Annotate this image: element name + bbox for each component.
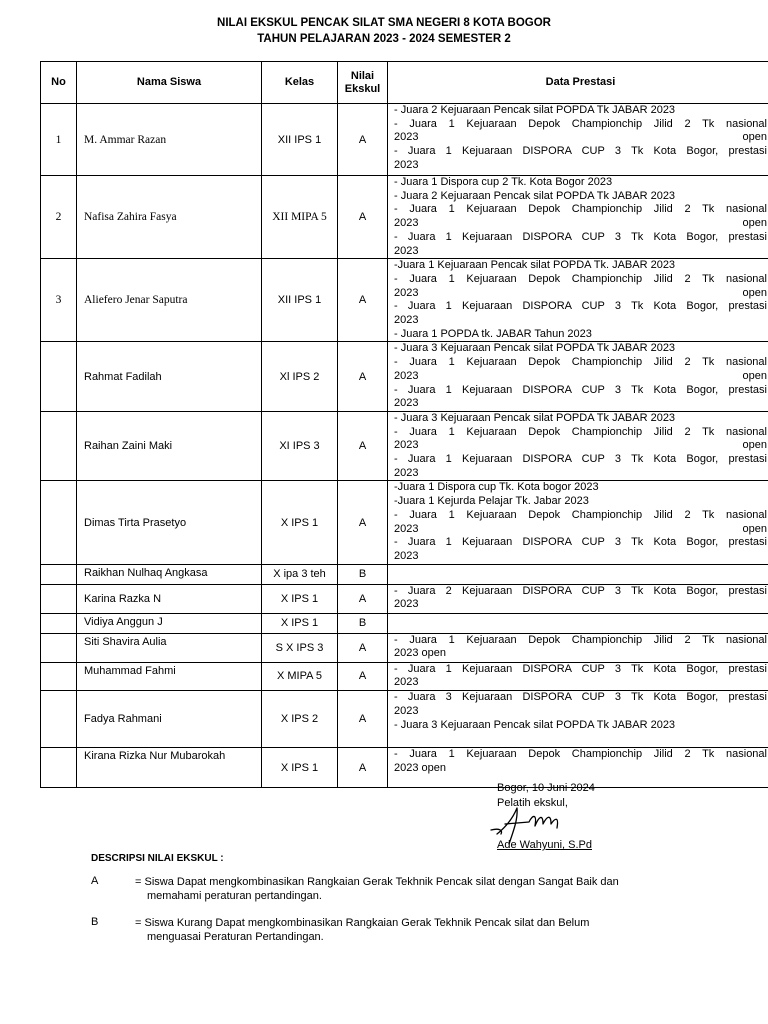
cell-data-prestasi	[388, 584, 768, 613]
cell-nama-siswa: Karina Razka N	[77, 584, 262, 613]
table-body	[41, 104, 768, 788]
cell-nama-siswa: Aliefero Jenar Saputra	[77, 259, 262, 342]
prestasi-line: 2023 open	[394, 131, 767, 144]
prestasi-line: - Juara 1 POPDA tk. JABAR Tahun 2023	[394, 327, 592, 340]
cell-data-prestasi	[388, 691, 768, 748]
cell-nilai: A	[338, 633, 388, 662]
cell-kelas: X IPS 1	[262, 584, 338, 613]
description-title: DESCRIPSI NILAI EKSKUL :	[91, 853, 224, 864]
description-b-line2: menguasai Peraturan Pertandingan.	[147, 931, 324, 943]
prestasi-line: - Juara 1 Kejuaraan Depok Championchip Jilid 2 Tk nasional	[394, 748, 767, 761]
cell-no	[41, 633, 77, 662]
cell-nilai: A	[338, 259, 388, 342]
cell-nama-siswa: Rahmat Fadilah	[77, 342, 262, 412]
cell-no	[41, 662, 77, 690]
prestasi-line: - Juara 1 Kejuaraan Depok Championchip Jilid 2 Tk nasional	[394, 203, 767, 216]
prestasi-line: - Juara 2 Kejuaraan Pencak silat POPDA Tk JABAR 2023	[394, 189, 676, 202]
cell-no	[41, 691, 77, 748]
table-row	[41, 564, 768, 584]
description-key-b: B	[91, 916, 99, 928]
cell-nama-siswa: Siti Shavira Aulia	[77, 633, 262, 662]
header-kelas: Kelas	[262, 62, 338, 104]
description-a-line1: = Siswa Dapat mengkombinasikan Rangkaian Gerak Tekhnik Pencak silat dengan Sangat Baik dan	[135, 876, 619, 888]
cell-kelas: Xl IPS 2	[262, 342, 338, 412]
signature-role: Pelatih ekskul,	[497, 797, 568, 809]
table-row	[41, 691, 768, 748]
prestasi-line: - Juara 1 Kejuaraan DISPORA CUP 3 Tk Kota Bogor, prestasi	[394, 230, 767, 243]
prestasi-line: - Juara 3 Kejuaraan Pencak silat POPDA Tk JABAR 2023	[394, 718, 676, 731]
table-row	[41, 633, 768, 662]
cell-kelas: X MIPA 5	[262, 662, 338, 690]
cell-nilai: B	[338, 613, 388, 633]
cell-nama-siswa: Raikhan Nulhaq Angkasa	[77, 564, 262, 584]
table-row	[41, 662, 768, 690]
cell-nilai: A	[338, 342, 388, 412]
table-row	[41, 748, 768, 788]
prestasi-line: -Juara 1 Kejurda Pelajar Tk. Jabar 2023	[394, 495, 589, 508]
prestasi-line: -Juara 1 Kejuaraan Pencak silat POPDA Tk. JABAR 2023	[394, 259, 676, 272]
prestasi-line: - Juara 2 Kejuaraan DISPORA CUP 3 Tk Kota Bogor, prestasi	[394, 584, 767, 597]
signature-place-date: Bogor, 10 Juni 2024	[497, 782, 595, 794]
cell-data-prestasi	[388, 662, 768, 690]
prestasi-line: - Juara 3 Kejuaraan Pencak silat POPDA Tk JABAR 2023	[394, 411, 676, 424]
cell-nilai: A	[338, 691, 388, 748]
cell-nama-siswa: Nafisa Zahira Fasya	[77, 176, 262, 259]
cell-nama-siswa: Dimas Tirta Prasetyo	[77, 481, 262, 564]
cell-kelas: X IPS 2	[262, 691, 338, 748]
cell-nilai: A	[338, 584, 388, 613]
header-no: No	[41, 62, 77, 104]
prestasi-line: 2023	[394, 244, 419, 257]
prestasi-line: 2023 open	[394, 647, 446, 660]
header-nilai-ekskul	[338, 62, 388, 104]
cell-no	[41, 342, 77, 412]
cell-data-prestasi	[388, 633, 768, 662]
table-row	[41, 411, 768, 481]
cell-kelas: XII IPS 1	[262, 104, 338, 176]
prestasi-line: - Juara 1 Kejuaraan Depok Championchip Jilid 2 Tk nasional	[394, 508, 767, 521]
table-header-row	[41, 62, 768, 104]
cell-data-prestasi	[388, 564, 768, 584]
prestasi-line: 2023	[394, 466, 419, 479]
cell-no	[41, 748, 77, 788]
prestasi-line: 2023	[394, 598, 419, 611]
prestasi-line: 2023	[394, 158, 419, 171]
description-a	[135, 875, 619, 903]
prestasi-line: - Juara 1 Kejuaraan DISPORA CUP 3 Tk Kota Bogor, prestasi	[394, 145, 767, 158]
cell-data-prestasi	[388, 481, 768, 564]
cell-nama-siswa: Vidiya Anggun J	[77, 613, 262, 633]
grades-table	[40, 61, 768, 788]
prestasi-line: - Juara 3 Kejuaraan Pencak silat POPDA Tk JABAR 2023	[394, 342, 676, 355]
cell-kelas: XI IPS 3	[262, 411, 338, 481]
description-b	[135, 916, 589, 944]
table-row	[41, 481, 768, 564]
header-nilai-line2: Ekskul	[344, 82, 381, 95]
prestasi-line: - Juara 1 Dispora cup 2 Tk. Kota Bogor 2023	[394, 176, 613, 188]
prestasi-line: 2023	[394, 314, 419, 327]
signature-name: Ade Wahyuni, S.Pd	[497, 839, 592, 851]
prestasi-line: - Juara 1 Kejuaraan DISPORA CUP 3 Tk Kota Bogor, prestasi	[394, 662, 767, 675]
cell-data-prestasi	[388, 176, 768, 259]
table-row	[41, 342, 768, 412]
cell-no: 2	[41, 176, 77, 259]
prestasi-line: -Juara 1 Dispora cup Tk. Kota bogor 2023	[394, 481, 599, 494]
header-nilai-line1: Nilai	[350, 69, 375, 82]
cell-kelas: XII IPS 1	[262, 259, 338, 342]
prestasi-line: 2023	[394, 549, 419, 562]
table-row	[41, 104, 768, 176]
prestasi-line: 2023 open	[394, 761, 446, 774]
cell-data-prestasi	[388, 104, 768, 176]
header-data-prestasi: Data Prestasi	[388, 62, 768, 104]
cell-no: 3	[41, 259, 77, 342]
cell-data-prestasi	[388, 411, 768, 481]
prestasi-line: 2023 open	[394, 217, 767, 230]
prestasi-line: - Juara 1 Kejuaraan Depok Championchip Jilid 2 Tk nasional	[394, 117, 767, 130]
cell-data-prestasi	[388, 613, 768, 633]
cell-no	[41, 411, 77, 481]
cell-nama-siswa: Raihan Zaini Maki	[77, 411, 262, 481]
table-row	[41, 176, 768, 259]
cell-kelas: X IPS 1	[262, 481, 338, 564]
cell-data-prestasi	[388, 342, 768, 412]
cell-kelas: S X IPS 3	[262, 633, 338, 662]
prestasi-line: - Juara 1 Kejuaraan DISPORA CUP 3 Tk Kota Bogor, prestasi	[394, 453, 767, 466]
cell-nilai: A	[338, 176, 388, 259]
prestasi-line: 2023 open	[394, 369, 767, 382]
cell-kelas: XII MIPA 5	[262, 176, 338, 259]
prestasi-line: - Juara 1 Kejuaraan DISPORA CUP 3 Tk Kota Bogor, prestasi	[394, 383, 767, 396]
cell-no	[41, 584, 77, 613]
prestasi-line: - Juara 2 Kejuaraan Pencak silat POPDA Tk JABAR 2023	[394, 104, 676, 116]
prestasi-line: - Juara 1 Kejuaraan Depok Championchip Jilid 2 Tk nasional	[394, 425, 767, 438]
cell-kelas: X IPS 1	[262, 613, 338, 633]
table-row	[41, 613, 768, 633]
cell-no: 1	[41, 104, 77, 176]
cell-nilai: A	[338, 662, 388, 690]
header-nama-siswa: Nama Siswa	[77, 62, 262, 104]
cell-nilai: A	[338, 481, 388, 564]
cell-no	[41, 481, 77, 564]
cell-nilai: A	[338, 411, 388, 481]
description-key-a: A	[91, 875, 99, 887]
description-b-line1: = Siswa Kurang Dapat mengkombinasikan Rangkaian Gerak Tekhnik Pencak silat dan Belum	[135, 917, 590, 929]
document-subtitle: TAHUN PELAJARAN 2023 - 2024 SEMESTER 2	[257, 33, 511, 45]
prestasi-line: - Juara 1 Kejuaraan Depok Championchip Jilid 2 Tk nasional	[394, 633, 767, 646]
prestasi-line: - Juara 1 Kejuaraan Depok Championchip Jilid 2 Tk nasional	[394, 356, 767, 369]
prestasi-line: 2023	[394, 676, 419, 689]
cell-no	[41, 564, 77, 584]
prestasi-line: - Juara 1 Kejuaraan Depok Championchip Jilid 2 Tk nasional	[394, 272, 767, 285]
prestasi-line: 2023	[394, 704, 419, 717]
prestasi-line: 2023 open	[394, 522, 767, 535]
cell-nama-siswa: Fadya Rahmani	[77, 691, 262, 748]
cell-nilai: B	[338, 564, 388, 584]
prestasi-line: - Juara 3 Kejuaraan DISPORA CUP 3 Tk Kota Bogor, prestasi	[394, 691, 767, 704]
prestasi-line: - Juara 1 Kejuaraan DISPORA CUP 3 Tk Kota Bogor, prestasi	[394, 300, 767, 313]
table-row	[41, 584, 768, 613]
cell-no	[41, 613, 77, 633]
cell-nilai: A	[338, 748, 388, 788]
cell-nilai: A	[338, 104, 388, 176]
prestasi-line: 2023	[394, 397, 419, 410]
table-row	[41, 259, 768, 342]
cell-nama-siswa: Kirana Rizka Nur Mubarokah	[77, 748, 262, 788]
description-a-line2: memahami peraturan pertandingan.	[147, 890, 322, 902]
prestasi-line: - Juara 1 Kejuaraan DISPORA CUP 3 Tk Kota Bogor, prestasi	[394, 536, 767, 549]
prestasi-line: 2023 open	[394, 286, 767, 299]
cell-nama-siswa: Muhammad Fahmi	[77, 662, 262, 690]
prestasi-line: 2023 open	[394, 439, 767, 452]
cell-kelas: X IPS 1	[262, 748, 338, 788]
cell-nama-siswa: M. Ammar Razan	[77, 104, 262, 176]
document-title: NILAI EKSKUL PENCAK SILAT SMA NEGERI 8 KOTA BOGOR	[217, 17, 551, 29]
cell-kelas: X ipa 3 teh	[262, 564, 338, 584]
cell-data-prestasi	[388, 259, 768, 342]
